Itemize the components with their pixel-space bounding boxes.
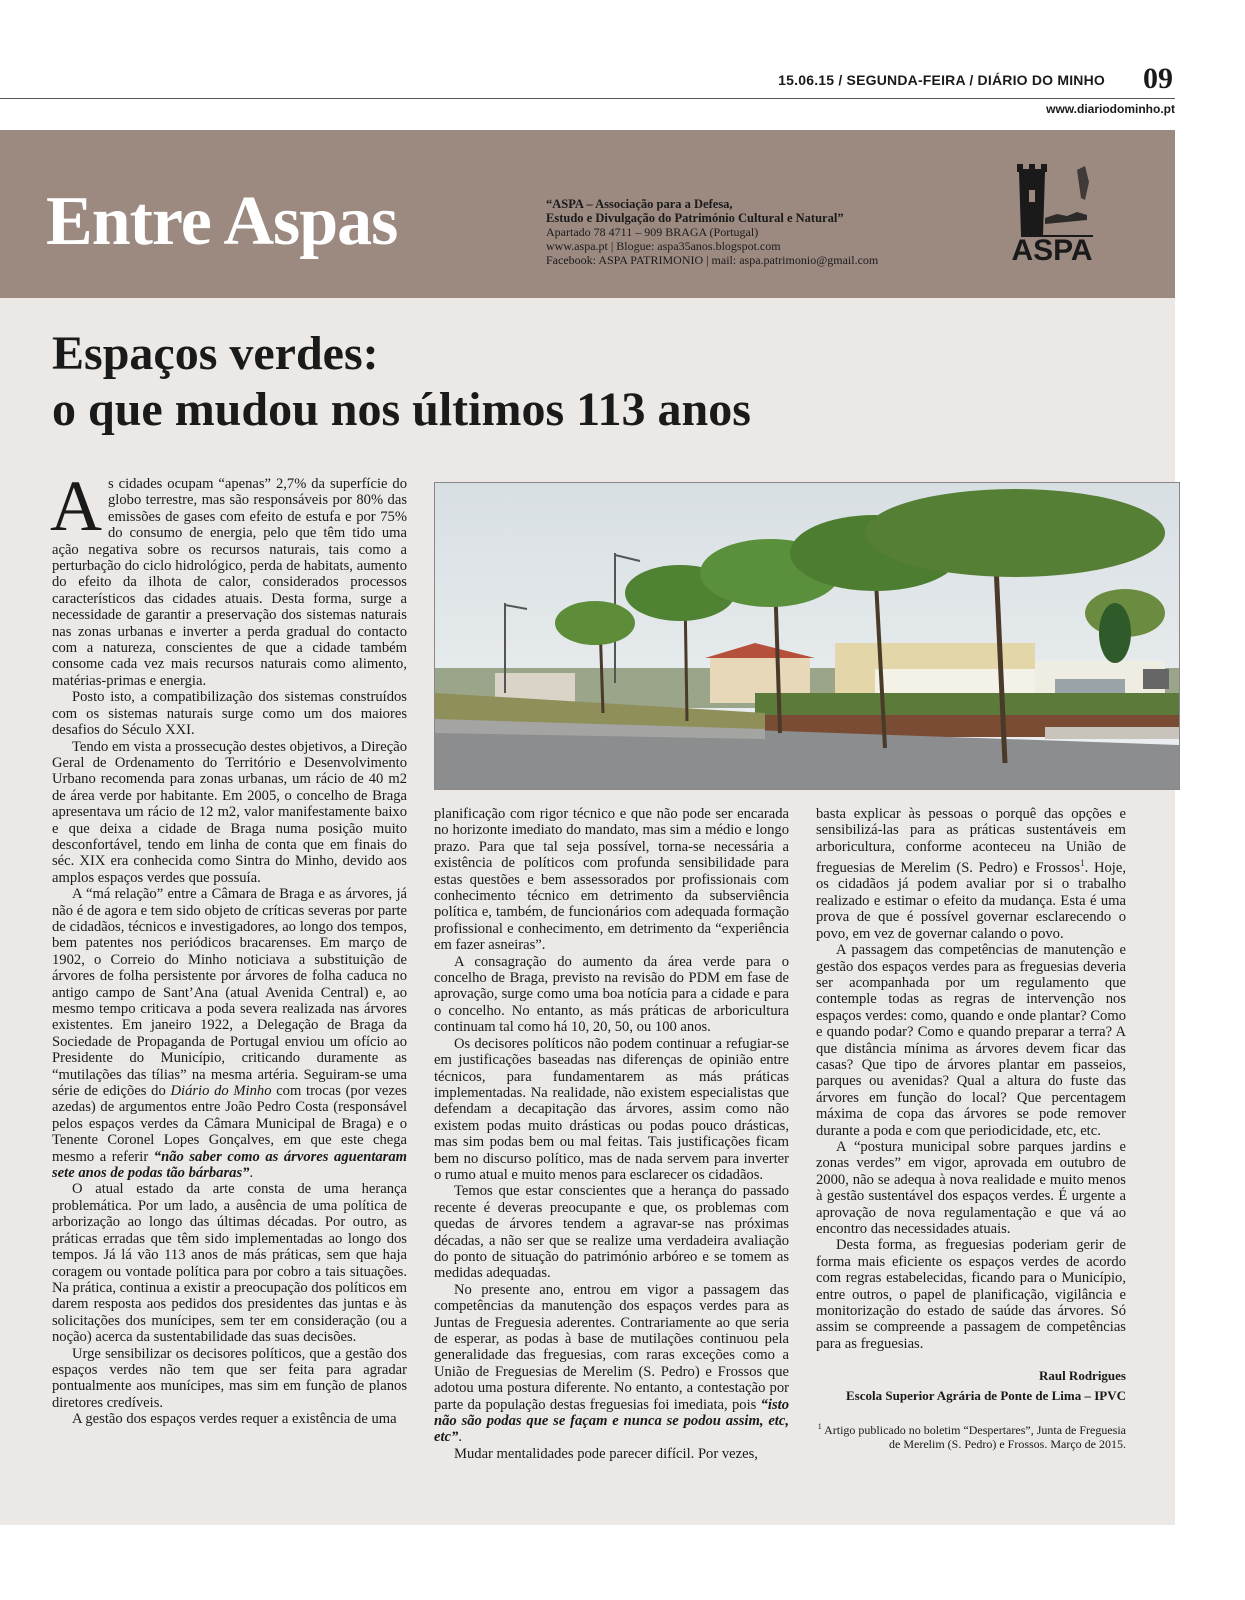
website-link[interactable]: www.diariodominho.pt (1046, 102, 1175, 116)
author-affiliation: Escola Superior Agrária de Ponte de Lima – IPVC (846, 1388, 1126, 1404)
paragraph: A gestão dos espaços verdes requer a existência de uma (72, 1411, 397, 1428)
section-banner (0, 130, 1175, 298)
dateline: 15.06.15 / SEGUNDA-FEIRA / DIÁRIO DO MINHO (778, 72, 1105, 88)
headline-line-1: Espaços verdes: (52, 327, 379, 380)
aspa-logo (1005, 160, 1097, 270)
article-column-2 (434, 806, 789, 1462)
logo-text: ASPA (1011, 234, 1093, 267)
section-title: Entre Aspas (46, 183, 398, 260)
tower-logo-icon (1005, 160, 1097, 238)
article-photo (434, 482, 1180, 790)
paragraph: A passagem das competências de manutenção e gestão dos espaços verdes para as freguesias deveria ser acompanhada por um regulamento que contemple todas as regras de intervenção nos espaços verdes: como, quando e onde plantar? Como e quando podar? Como e quando preparar a terra? A que distância mínima as árvores devem ficar das casas? Que tipo de árvores plantar em passeios, parques ou avenidas? Qual a altura do fuste das árvores em função do local? Que percentagem máxima de copa das árvores se pode remover durante a poda e com que periodicidade, etc, etc. (816, 942, 1126, 1139)
author-name: Raul Rodrigues (1038, 1368, 1126, 1384)
paragraph: Tendo em vista a prossecução destes objetivos, a Direção Geral de Ordenamento do Território e Desenvolvimento Urbano recomenda para zonas urbanas, um rácio de 40 m2 de área verde por habitante. Em 2005, o concelho de Braga apresentava um rácio de 12 m2, valor manifestamente baixo e que deixa a cidade de Braga numa posição muito desconfortável, tendo em linha de conta que em finais do séc. XIX era conhecida como Sintra do Minho, devido aos amplos espaços verdes que possuía. (52, 738, 407, 886)
paragraph: planificação com rigor técnico e que não pode ser encarada no horizonte imediato do mandato, mas sim a médio e longo prazo. Para que tal seja possível, torna-se necessária a existência de políticos com profunda sensibilidade para estas questões e bem assessorados por profissionais com conhecimento técnico em detrimento da subserviência política e, também, de funcionários com adequada formação profissional e conhecimento, em detrimento da “experiência em fazer asneiras”. (434, 806, 789, 954)
author-signature (816, 1366, 1126, 1406)
drop-cap: A (50, 466, 102, 546)
page-number: 09 (1143, 62, 1173, 95)
paragraph: Posto isto, a compatibilização dos sistemas construídos com os sistemas naturais surge como um dos maiores desafios do Século XXI. (52, 689, 407, 739)
article-headline (52, 326, 751, 438)
street-trees-photo (435, 483, 1179, 789)
page-header (0, 64, 1175, 99)
paragraph: A “má relação” entre a Câmara de Braga e as árvores, já não é de agora e tem sido objeto de críticas severas por parte de cidadãos, técnicos e investigadores, ao longo dos tempos, bem patentes nos periódicos bracarenses. Em março de 1902, o Correio do Minho noticiava a substituição de árvores de folha persistente por árvores de folha caduca no antigo campo de Sant’Ana (atual Avenida Central) e, ao mesmo tempo criticava a poda severa realizada nas árvores existentes. Em janeiro 1922, a Delegação de Braga da Sociedade de Propaganda de Portugal enviou um ofício ao Presidente do Município, criticando duramente as “mutilações das tílias” na mesma artéria. Seguiram-se uma série de edições do Diário do Minho com trocas (por vezes azedas) de argumentos entre João Pedro Costa (responsável pelos espaços verdes da Câmara Municipal de Braga) e o Tenente Coronel Lopes Gonçalves, em que este chega mesmo a referir “não saber como as árvores aguentaram sete anos de podas tão bárbaras”. (52, 886, 407, 1182)
paragraph: A consagração do aumento da área verde para o concelho de Braga, previsto na revisão do PDM em fase de aprovação, surge como uma boa notícia para a cidade e para o concelho. No entanto, as más práticas de arboricultura continuam tal como há 10, 20, 50, ou 100 anos. (434, 953, 789, 1036)
paragraph: basta explicar às pessoas o porquê das opções e sensibilizá-las para as práticas sustentáveis em arboricultura, conforme aconteceu na União de freguesias de Merelim (S. Pedro) e Frossos$^1$. Hoje, os cidadãos já podem avaliar por si o trabalho realizado e estimar o efeito da mudança. Esta é uma prova de que é possível governar esclarecendo o povo, em vez de governar calando o povo. (816, 806, 1126, 942)
headline-line-2: o que mudou nos últimos 113 anos (52, 383, 751, 436)
paragraph: A “postura municipal sobre parques jardins e zonas verdes” em vigor, aprovada em outubro de 2000, não se adequa à nova realidade e muito menos à gestão sustentável dos espaços verdes. É urgente a aprovação de nova regulamentação e que vá ao encontro das necessidades atuais. (816, 1138, 1126, 1238)
org-web[interactable]: www.aspa.pt | Blogue: aspa35anos.blogspot.com (546, 239, 781, 253)
aspa-info (546, 197, 878, 267)
paragraph: No presente ano, entrou em vigor a passagem das competências da manutenção dos espaços verdes para as Juntas de Freguesia aderentes. Contrariamente ao que seria de esperar, as podas à base de mutilações continuou pela generalidade das freguesias, com raras exceções como a União de Freguesias de Merelim (S. Pedro) e Frossos que adotou uma postura diferente. No entanto, a contestação por parte da população destas freguesias foi imediata, pois “isto não são podas que se façam e nunca se podou assim, etc, etc”. (434, 1281, 789, 1446)
org-line-2: Estudo e Divulgação do Património Cultural e Natural” (546, 211, 844, 225)
org-address: Apartado 78 4711 – 909 BRAGA (Portugal) (546, 225, 759, 239)
article-column-1 (50, 466, 407, 1428)
org-facebook[interactable]: Facebook: ASPA PATRIMONIO | mail: aspa.patrimonio@gmail.com (546, 253, 879, 267)
paragraph: Mudar mentalidades pode parecer difícil. Por vezes, (454, 1445, 758, 1462)
footnote: $^1$ Artigo publicado no boletim “Despertares”, Junta de Freguesia de Merelim (S. Pedro) e Frossos. Março de 2015. (817, 1422, 1126, 1452)
paragraph: Desta forma, as freguesias poderiam gerir de forma mais eficiente os espaços verdes de acordo com regras estabelecidas, ficando para o Município, entre outros, o papel de planificação, vigilância e monitorização do estado de saúde das árvores. Só assim se compreende a passagem de competências para as freguesias. (816, 1237, 1126, 1352)
paragraph: Temos que estar conscientes que a herança do passado recente é deveras preocupante e que, os problemas com quedas de árvores tendem a agravar-se nas próximas décadas, a não ser que se realize uma verdadeira avaliação do ponto de situação do património arbóreo e se tomem as medidas adequadas. (434, 1183, 789, 1282)
paragraph: Os decisores políticos não podem continuar a refugiar-se em justificações baseadas nas diferenças de opinião entre técnicos, para fundamentarem as más práticas implementadas. Na realidade, não existem especialistas que defendam a decapitação das árvores, assim como não existem podas muito drásticas ou podas pouco drásticas, mas sim podas bem ou mal feitas. Tais justificações ficam bem no discurso político, mas de nada servem para inverter o rumo atual e muito menos para esclarecer os cidadãos. (434, 1035, 789, 1183)
paragraph: As cidades ocupam “apenas” 2,7% da superfície do globo terrestre, mas são responsáveis por 80% das emissões de gases com efeito de estufa e por 75% do consumo de energia, pelo que têm tido uma ação negativa sobre os recursos naturais, tais como a perturbação do ciclo hidrológico, perda de habitats, aumento do efeito da ilhota de calor, considerados processos característicos das cidades atuais. Desta forma, surge a necessidade de garantir a preservação dos sistemas naturais nas zonas urbanas e inverter a perda gradual do contacto com a natureza, conscientes de que a cidade também consome cada vez mais recursos naturais como alimento, matérias-primas e energia. (50, 466, 407, 689)
org-line-1: “ASPA – Associação para a Defesa, (546, 197, 733, 211)
article-column-3 (816, 806, 1126, 1451)
paragraph: Urge sensibilizar os decisores políticos, que a gestão dos espaços verdes não tem que ser feita para agradar pontualmente aos munícipes, mas sim em função de planos diretores credíveis. (52, 1345, 407, 1411)
paragraph: O atual estado da arte consta de uma herança problemática. Por um lado, a ausência de uma política de arborização ao longo das últimas décadas. Por outro, as práticas erradas que têm sido implementadas ao longo dos tempos. Já lá vão 113 anos de más práticas, sem que haja coragem ou vontade política para por cobro a tais situações. Na prática, continua a existir a preocupação dos políticos em darem resposta aos pedidos dos presidentes das juntas e às solicitações dos munícipes, sem ter em consideração (ou a noção) acerca da sustentabilidade das suas decisões. (52, 1181, 407, 1346)
